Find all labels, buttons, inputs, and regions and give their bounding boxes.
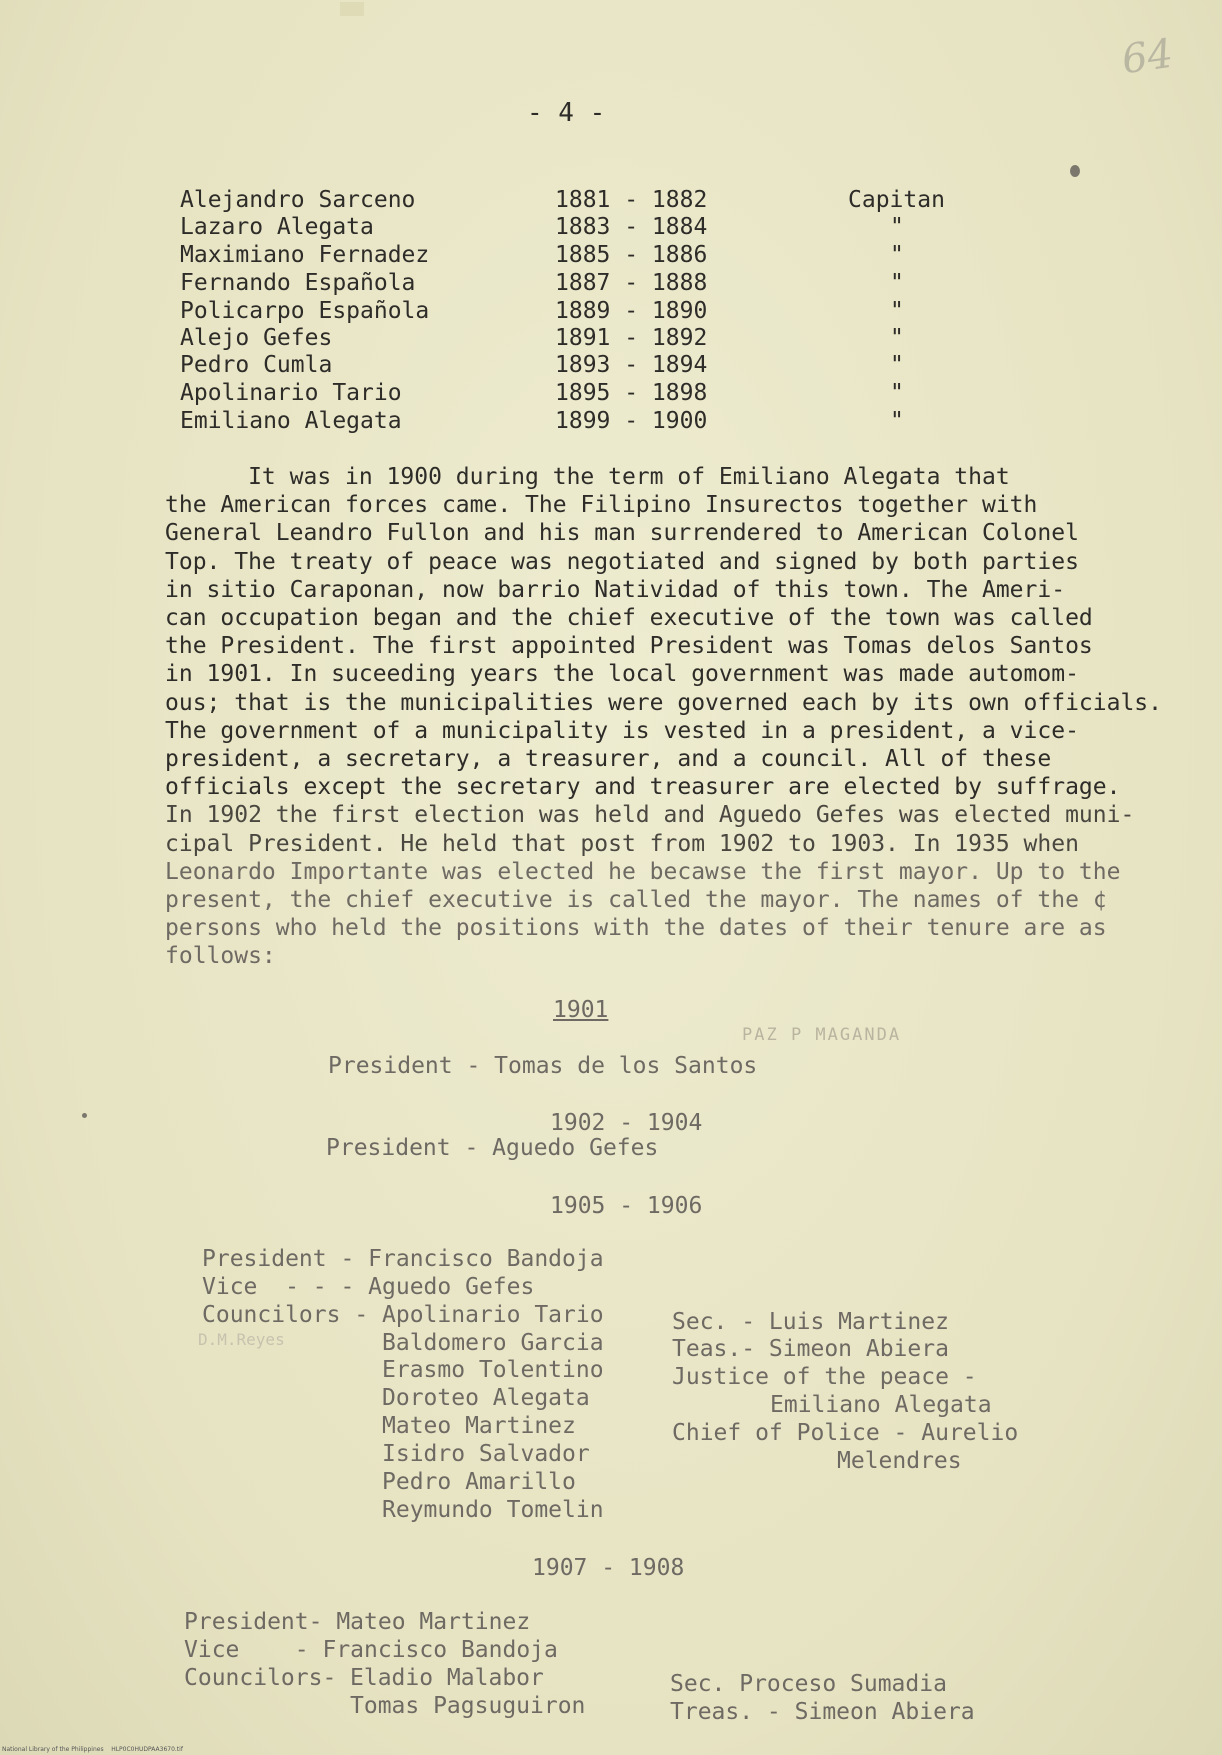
councilor-name: Erasmo Tolentino [382, 1357, 604, 1383]
capitan-years: 1885 - 1886 [555, 242, 708, 268]
capitan-name: Maximiano Fernadez [180, 242, 430, 268]
treasurer-entry: Teas.- Simeon Abiera [672, 1336, 949, 1362]
capitan-name: Emiliano Alegata [180, 408, 402, 434]
capitan-years: 1881 - 1882 [555, 187, 708, 213]
capitan-title: " [890, 242, 904, 268]
secretary-entry: Sec. - Luis Martinez [672, 1309, 949, 1335]
paragraph-line: cipal President. He held that post from 1902 to 1903. In 1935 when [165, 830, 1079, 857]
paragraph-line: can occupation began and the chief executive of the town was called [165, 605, 1093, 632]
president-entry: President - Francisco Bandoja [202, 1246, 604, 1272]
capitan-name: Policarpo Española [180, 298, 430, 324]
paragraph-line: The government of a municipality is vested in a president, a vice- [165, 717, 1079, 744]
capitan-title: " [890, 298, 904, 324]
paragraph-line: in 1901. In suceeding years the local government was made automom- [165, 661, 1079, 688]
paragraph-line: General Leandro Fullon and his man surrendered to American Colonel [165, 520, 1079, 547]
councilor-name: Apolinario Tario [382, 1302, 604, 1328]
councilor-name: Tomas Pagsuguiron [350, 1693, 586, 1719]
capitan-title: " [890, 352, 904, 378]
capitan-name: Alejandro Sarceno [180, 187, 416, 213]
capitan-years: 1891 - 1892 [555, 325, 708, 351]
paragraph-line: Leonardo Importante was elected he becawse the first mayor. Up to the [165, 858, 1121, 885]
councilor-name: Pedro Amarillo [382, 1469, 576, 1495]
councilor-name: Baldomero Garcia [382, 1330, 604, 1356]
page-number: - 4 - [527, 98, 606, 128]
ink-speck [82, 1113, 87, 1118]
capitan-years: 1883 - 1884 [555, 214, 708, 240]
paragraph-line: present, the chief executive is called the mayor. The names of the ¢ [165, 887, 1107, 914]
president-entry: President - Tomas de los Santos [328, 1053, 758, 1079]
capitan-name: Lazaro Alegata [180, 214, 374, 240]
councilor-name: Eladio Malabor [350, 1665, 544, 1691]
paragraph-line: the President. The first appointed President was Tomas delos Santos [165, 633, 1093, 660]
paragraph-line: persons who held the positions with the dates of their tenure are as [165, 915, 1107, 942]
faint-stamp: D.M.Reyes [198, 1330, 285, 1349]
capitan-title: " [890, 380, 904, 406]
paper-stain [340, 2, 364, 16]
capitan-name: Apolinario Tario [180, 380, 402, 406]
history-paragraph [165, 463, 1165, 971]
paragraph-line: officials except the secretary and treasurer are elected by suffrage. [165, 774, 1121, 801]
term-year-heading: 1901 [553, 997, 609, 1023]
term-year-heading: 1905 - 1906 [550, 1193, 703, 1219]
police-chief-entry: Chief of Police - Aurelio [672, 1420, 1019, 1446]
councilors-label: Councilors- [184, 1665, 351, 1691]
councilors-label: Councilors - [202, 1302, 383, 1328]
paragraph-line: in sitio Caraponan, now barrio Natividad of this town. The Ameri- [165, 576, 1066, 603]
justice-name: Emiliano Alegata [770, 1392, 992, 1418]
capitan-years: 1895 - 1898 [555, 380, 708, 406]
justice-entry: Justice of the peace - [672, 1364, 977, 1390]
paragraph-line: follows: [165, 943, 276, 970]
ink-speck [1070, 165, 1080, 177]
capitan-years: 1899 - 1900 [555, 408, 708, 434]
capitan-years: 1889 - 1890 [555, 298, 708, 324]
capitan-name: Alejo Gefes [180, 325, 333, 351]
president-entry: President- Mateo Martinez [184, 1609, 531, 1635]
paragraph-line: ous; that is the municipalities were governed each by its own officials. [165, 689, 1162, 716]
councilor-name: Isidro Salvador [382, 1441, 590, 1467]
capitan-title: " [890, 214, 904, 240]
paragraph-line: It was in 1900 during the term of Emiliano Alegata that [165, 464, 1010, 490]
term-year-heading: 1907 - 1908 [532, 1555, 685, 1581]
capitan-title: " [890, 270, 904, 296]
paragraph-line: president, a secretary, a treasurer, and a council. All of these [165, 746, 1052, 773]
capitan-title: " [890, 325, 904, 351]
capitan-title: " [890, 408, 904, 434]
councilor-name: Mateo Martinez [382, 1413, 576, 1439]
secretary-entry: Sec. Proceso Sumadia [670, 1671, 947, 1697]
vice-entry: Vice - - - Aguedo Gefes [202, 1274, 535, 1300]
capitan-name: Pedro Cumla [180, 352, 333, 378]
vice-entry: Vice - Francisco Bandoja [184, 1637, 558, 1663]
faint-stamp: PAZ P MAGANDA [742, 1025, 902, 1045]
councilor-name: Doroteo Alegata [382, 1385, 590, 1411]
capitan-header: Capitan [848, 187, 945, 213]
councilor-name: Reymundo Tomelin [382, 1497, 604, 1523]
paragraph-line: In 1902 the first election was held and Aguedo Gefes was elected muni- [165, 802, 1135, 829]
treasurer-entry: Treas. - Simeon Abiera [670, 1699, 975, 1725]
archive-footer: National Library of the Philippines HLP0C0HUDPAA3670.tif [2, 1746, 183, 1753]
handwritten-page-mark: 64 [1119, 30, 1176, 84]
capitan-years: 1887 - 1888 [555, 270, 708, 296]
paragraph-line: Top. The treaty of peace was negotiated and signed by both parties [165, 548, 1079, 575]
police-chief-name: Melendres [837, 1448, 962, 1474]
capitan-years: 1893 - 1894 [555, 352, 708, 378]
capitan-name: Fernando Española [180, 270, 416, 296]
paragraph-line: the American forces came. The Filipino Insurectos together with [165, 492, 1038, 519]
term-year-heading: 1902 - 1904 [550, 1110, 703, 1136]
president-entry: President - Aguedo Gefes [326, 1135, 659, 1161]
